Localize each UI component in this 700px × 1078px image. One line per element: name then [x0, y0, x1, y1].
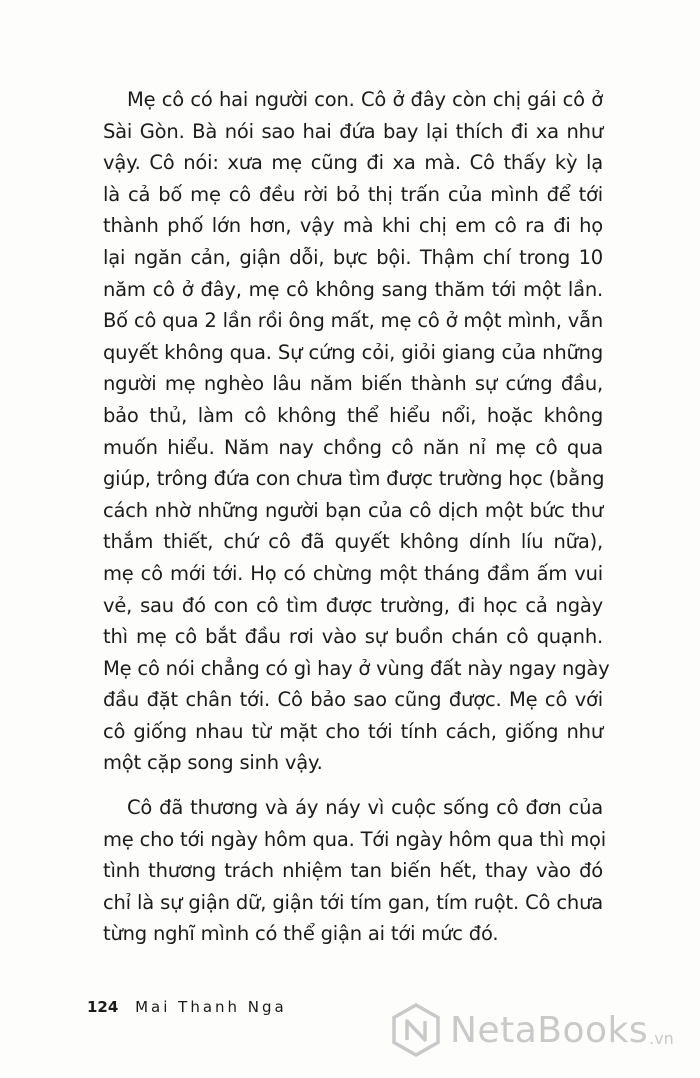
paragraph-gap: [103, 779, 603, 792]
text-line: Mẹ cô nói chẳng có gì hay ở vùng đất này ngay ngày: [103, 656, 610, 680]
text-line: Mẹ cô có hai người con. Cô ở đây còn chị gái cô ở: [127, 88, 603, 111]
paragraph: [103, 792, 606, 950]
page-number: 124: [87, 998, 119, 1016]
text-line: thắm thiết, chứ cô đã quyết không dính líu nữa),: [103, 530, 603, 554]
netabooks-logo-icon: [390, 1002, 442, 1058]
text-line: chỉ là sự giận dữ, giận tới tím gan, tím ruột. Cô chưa: [103, 890, 603, 914]
text-line: cách nhờ những người bạn của cô dịch một bức thư: [103, 498, 603, 522]
text-line: từng nghĩ mình có thể giận ai tới mức đó.: [103, 922, 499, 946]
text-line: người mẹ nghèo lâu năm biến thành sự cứng đầu,: [103, 372, 603, 396]
text-line: mẹ cô mới tới. Họ có chừng một tháng đầm ấm vui: [103, 561, 603, 585]
text-line: muốn hiểu. Năm nay chồng cô năn nỉ mẹ cô qua: [103, 435, 603, 459]
text-line: năm cô ở đây, mẹ cô không sang thăm tới một lần.: [103, 277, 603, 301]
text-line: Cô đã thương và áy náy vì cuộc sống cô đơn của: [127, 796, 603, 820]
text-line: thành phố lớn hơn, vậy mà khi chị em cô ra đi họ: [103, 214, 603, 238]
text-line: Sài Gòn. Bà nói sao hai đứa bay lại thích đi xa như: [103, 119, 603, 143]
text-line: đầu đặt chân tới. Cô bảo sao cũng được. Mẹ cô với: [103, 688, 603, 712]
text-line: vậy. Cô nói: xưa mẹ cũng đi xa mà. Cô thấy kỳ lạ: [103, 151, 603, 175]
text-line: một cặp song sinh vậy.: [103, 751, 323, 775]
watermark-suffix: .vn: [649, 1029, 674, 1048]
text-line: tình thương trách nhiệm tan biến hết, thay vào đó: [103, 859, 603, 883]
text-line: bảo thủ, làm cô không thể hiểu nổi, hoặc không: [103, 403, 603, 427]
paragraph: [103, 84, 610, 779]
author-name: Mai Thanh Nga: [135, 998, 287, 1016]
watermark: [390, 1000, 674, 1060]
text-line: thì mẹ cô bắt đầu rơi vào sự buồn chán cô quạnh.: [103, 625, 603, 649]
body-text: [103, 84, 610, 950]
text-line: giúp, trông đứa con chưa tìm được trường học (bằng: [103, 467, 605, 491]
page-footer: [87, 998, 287, 1016]
text-line: là cả bố mẹ cô đều rời bỏ thị trấn của mình để tới: [103, 182, 603, 206]
text-line: cô giống nhau từ mặt cho tới tính cách, giống như: [103, 719, 603, 743]
watermark-brand: NetaBooks: [450, 1009, 649, 1051]
text-line: quyết không qua. Sự cứng cỏi, giỏi giang của những: [103, 340, 603, 364]
text-line: vẻ, sau đó con cô tìm được trường, đi học cả ngày: [103, 593, 603, 617]
text-line: lại ngăn cản, giận dỗi, bực bội. Thậm chí trong 10: [103, 245, 603, 269]
text-line: Bố cô qua 2 lần rồi ông mất, mẹ cô ở một mình, vẫn: [103, 309, 603, 333]
text-line: mẹ cho tới ngày hôm qua. Tới ngày hôm qua thì mọi: [103, 827, 606, 851]
